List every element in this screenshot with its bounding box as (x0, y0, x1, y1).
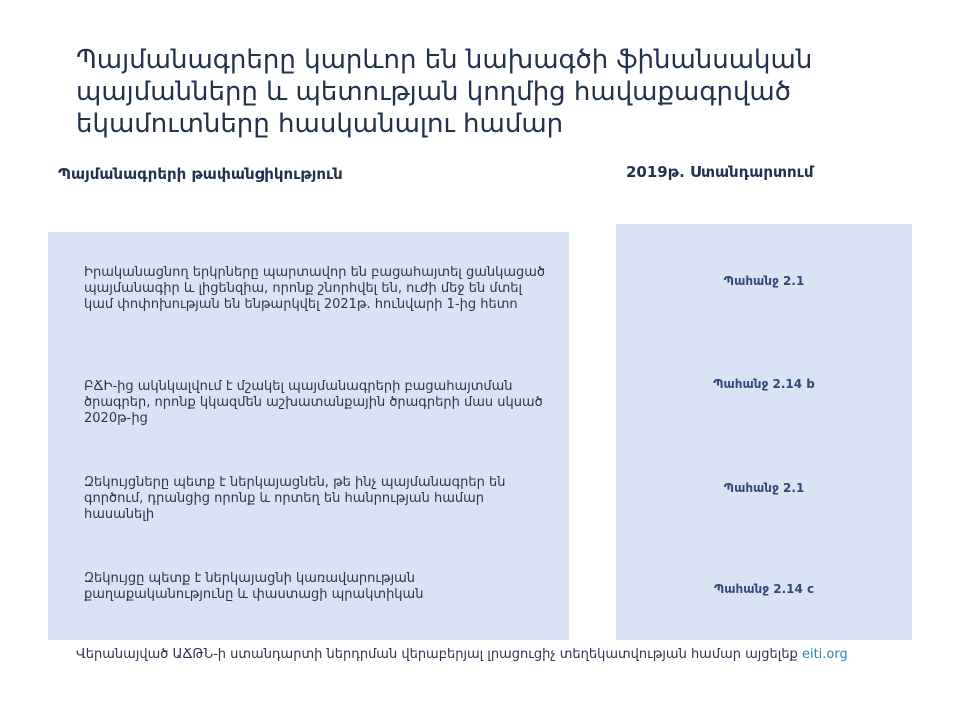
requirement-text: Իրականացնող երկրները պարտավոր են բացահայտել ցանկացած պայմանագիր և լիցենզիա, որոնք շնորհվել են, ուժի մեջ են մտել կամ փոփոխության են ենթարկվել 2021թ. հունվարի 1-ից հետո (84, 265, 545, 312)
footer-note (76, 647, 936, 662)
eiti-link[interactable]: eiti.org (801, 647, 848, 662)
slide-title: Պայմանագրերը կարևոր են նախագծի ֆինանսական պայմանները և պետության կողմից հավաքագրված եկամուտները հասկանալու համար (76, 45, 813, 139)
standard-reference: Պահանջ 2.1 (723, 274, 805, 288)
requirement-text: Զեկույցները պետք է ներկայացնեն, թե ինչ պայմանագրեր են գործում, դրանցից որոնք և որտեղ են հանրության համար հասանելի (84, 475, 506, 522)
standard-reference: Պահանջ 2.1 (723, 481, 805, 495)
standard-reference: Պահանջ 2.14 b (713, 377, 815, 391)
contract-transparency-heading: Պայմանագրերի թափանցիկություն (58, 165, 343, 183)
requirement-text: Զեկույցը պետք է ներկայացնի կառավարության քաղաքականությունը և փաստացի պրակտիկան (84, 571, 424, 602)
standard-reference: Պահանջ 2.14 c (713, 582, 815, 596)
standard-2019-heading: 2019թ. Ստանդարտում (626, 163, 814, 181)
footer-text: Վերանայված ԱՃԹՆ-ի ստանդարտի ներդրման վերաբերյալ լրացուցիչ տեղեկատվության համար այցելեք (76, 647, 798, 662)
requirement-text: ԲՃԻ-ից ակնկալվում է մշակել պայմանագրերի բացահայտման ծրագրեր, որոնք կկազմեն աշխատանքային ծրագրերի մաս սկսած 2020թ-ից (84, 379, 543, 426)
